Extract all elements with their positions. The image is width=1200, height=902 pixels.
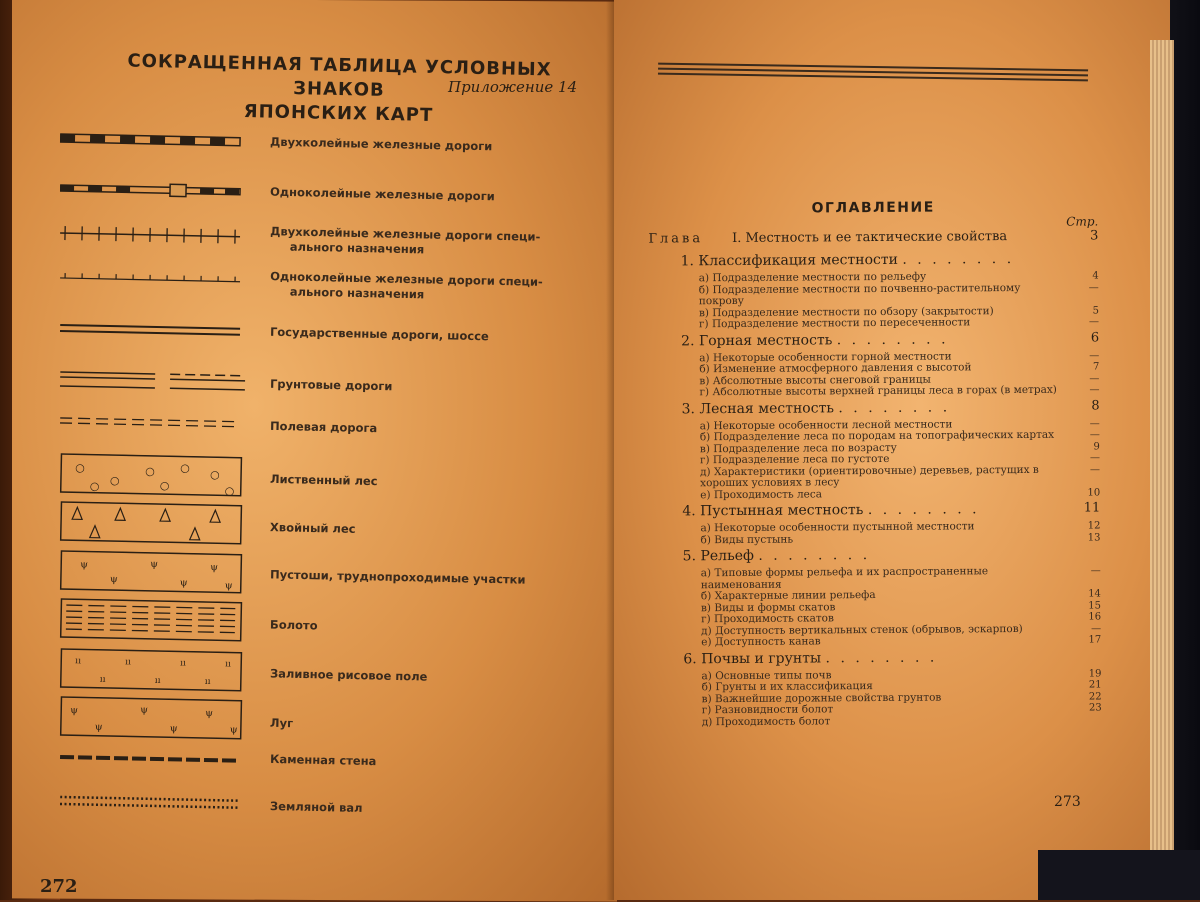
deciduous-forest-symbol-icon	[60, 453, 256, 503]
toc-subsection-title: а) Некоторые особенности горной местности	[699, 350, 951, 364]
toc-subsection-page: 12	[1088, 520, 1101, 532]
svg-text:○: ○	[180, 461, 190, 474]
legend-title	[103, 49, 574, 131]
toc-subsection-page: —	[1089, 282, 1099, 294]
appendix-label: Приложение 14	[448, 78, 577, 96]
double-track-special-railway-symbol-icon	[60, 223, 255, 251]
legend-label-line: Государственные дороги, шоссе	[270, 324, 489, 344]
toc-subsection-page: 4	[1092, 270, 1098, 282]
toc-section-title: 4. Пустынная местность	[682, 502, 863, 519]
toc-subsection-title: б) Изменение атмосферного давления с высотой	[699, 361, 971, 375]
double-track-railway-symbol-icon	[60, 128, 255, 156]
legend-label-line: ального назначения	[270, 239, 540, 260]
page-number-left: 272	[40, 876, 78, 897]
legend-label-line: Заливное рисовое поле	[270, 666, 428, 684]
toc-subsection-title: а) Основные типы почв	[701, 669, 831, 682]
toc-subsection-title: б) Грунты и их классификация	[702, 680, 873, 693]
chapter-title: I. Местность и ее тактические свойства	[732, 229, 1007, 246]
toc-leader-dots: . . . . . . . .	[902, 251, 1014, 268]
svg-text:ıı: ıı	[75, 656, 81, 666]
wasteland-symbol-icon	[60, 550, 256, 600]
svg-text:ψ: ψ	[150, 559, 158, 570]
page-number-right: 273	[1054, 794, 1081, 810]
toc-subsection	[651, 565, 1101, 591]
toc-leader-dots: . . . . . . . .	[825, 649, 937, 666]
svg-text:ψ: ψ	[140, 705, 148, 716]
legend-label-line: Двухколейные железные дороги специ-	[270, 224, 540, 245]
svg-text:ıı: ıı	[125, 657, 131, 667]
toc-leader-dots: . . . . . . . .	[758, 547, 870, 564]
toc-subsection-page: 5	[1093, 305, 1099, 317]
svg-text:○: ○	[145, 465, 155, 478]
legend-label	[270, 520, 356, 537]
toc-subsection-title: г) Проходимость скатов	[701, 612, 834, 625]
svg-text:ıı: ıı	[100, 675, 106, 685]
svg-text:ıı: ıı	[155, 676, 161, 686]
toc-leader-dots: . . . . . . . .	[838, 399, 950, 416]
toc-chapter	[648, 228, 1098, 253]
svg-text:ıı: ıı	[180, 658, 186, 668]
toc-subsection-page: 21	[1089, 679, 1102, 691]
svg-text:ψ: ψ	[80, 559, 88, 570]
svg-text:○: ○	[75, 461, 85, 474]
toc-subsection-title: б) Характерные линии рельефа	[701, 589, 876, 602]
toc-section-title: 3. Лесная местность	[682, 400, 834, 417]
legend-label-line: Полевая дорога	[270, 418, 378, 435]
legend-label	[270, 751, 377, 768]
svg-text:○: ○	[210, 468, 220, 481]
toc-section-page: 11	[1084, 500, 1101, 515]
svg-text:○: ○	[160, 479, 170, 492]
toc-subsection-page: 22	[1089, 691, 1102, 703]
page-column-label: Стр.	[1066, 214, 1098, 228]
toc-subsection-page: —	[1090, 452, 1100, 464]
toc-subsection-page: —	[1089, 384, 1099, 396]
toc-section-title: 5. Рельеф	[683, 548, 754, 564]
swamp-symbol-icon	[60, 598, 256, 648]
svg-text:ψ: ψ	[180, 577, 188, 588]
toc-subsection-page: —	[1091, 565, 1101, 577]
toc-subsection-title: б) Подразделение леса по породам на топографических картах	[700, 429, 1054, 443]
legend-label-line: Одноколейные железные дороги	[270, 184, 495, 204]
toc-subsection-title: в) Виды и формы скатов	[701, 601, 836, 614]
toc-subsection-title: д) Доступность вертикальных стенок (обрывов, эскарпов)	[701, 622, 1023, 636]
toc-subsection-title: а) Некоторые особенности пустынной местности	[700, 520, 974, 534]
legend-label	[270, 471, 378, 488]
legend-label-line: Двухколейные железные дороги	[270, 134, 493, 154]
toc-subsection-title: а) Некоторые особенности лесной местности	[700, 418, 953, 432]
toc-subsection-title: е) Доступность канав	[701, 635, 821, 648]
toc-subsection-page: 7	[1093, 361, 1099, 373]
legend-label-line: Каменная стена	[270, 751, 377, 768]
legend-label	[270, 617, 318, 633]
svg-text:ψ: ψ	[230, 725, 238, 736]
legend-title-line: СОКРАЩЕННАЯ ТАБЛИЦА УСЛОВНЫХ ЗНАКОВ	[104, 49, 575, 107]
toc-leader-dots: . . . . . . . .	[837, 331, 949, 348]
toc-subsection-title: г) Абсолютные высоты верхней границы леса в горах (в метрах)	[699, 384, 1056, 398]
legend-label-line: ального назначения	[270, 284, 543, 305]
svg-text:ıı: ıı	[205, 677, 211, 687]
toc-subsection	[649, 282, 1099, 308]
toc-subsection-page: 23	[1089, 702, 1102, 714]
coniferous-forest-symbol-icon	[60, 501, 256, 551]
toc-subsection-title: в) Подразделение леса по возрасту	[700, 441, 897, 454]
legend-label	[270, 269, 543, 305]
legend-label-line: Одноколейные железные дороги специ-	[270, 269, 543, 290]
rice-field-symbol-icon	[60, 648, 256, 698]
svg-text:ıı: ıı	[225, 659, 231, 669]
toc-subsection-title: в) Важнейшие дорожные свойства грунтов	[702, 691, 942, 705]
toc-sections	[649, 250, 1102, 730]
svg-text:ψ: ψ	[70, 705, 78, 716]
svg-text:ψ: ψ	[110, 574, 118, 585]
svg-text:○: ○	[225, 484, 235, 497]
legend-title-line: ЯПОНСКИХ КАРТ	[103, 97, 573, 131]
toc-subsection-page: —	[1089, 373, 1099, 385]
toc-section-title: 6. Почвы и грунты	[683, 650, 821, 667]
svg-text:ψ: ψ	[210, 562, 218, 573]
toc-subsection-title: а) Типовые формы рельефа и их распространенные наименования	[701, 565, 988, 591]
toc-subsection-page: —	[1089, 316, 1099, 328]
toc-subsection-page: —	[1090, 418, 1100, 430]
toc-title: ОГЛАВЛЕНИЕ	[648, 198, 1098, 217]
table-of-contents	[648, 198, 1102, 730]
toc-subsection-title: д) Проходимость болот	[702, 715, 831, 728]
toc-subsection-page: —	[1089, 350, 1099, 362]
toc-subsection-title: в) Подразделение местности по обзору (закрытости)	[699, 305, 994, 319]
legend-label-line: Пустоши, труднопроходимые участки	[270, 567, 526, 587]
field-road-symbol-icon	[60, 413, 255, 437]
toc-subsection-title: а) Подразделение местности по рельефу	[699, 271, 927, 285]
page-edges	[1150, 40, 1174, 870]
toc-section-page: 8	[1091, 398, 1099, 413]
legend-label-line: Болото	[270, 617, 318, 633]
toc-subsection-page: 19	[1089, 668, 1102, 680]
toc-subsection-page: 15	[1088, 600, 1101, 612]
toc-subsection-title: г) Подразделение леса по густоте	[700, 453, 890, 466]
legend-label	[270, 418, 378, 435]
legend-label	[270, 666, 428, 684]
toc-subsection-title: б) Подразделение местности по почвенно-растительному покрову	[699, 281, 1021, 307]
toc-subsection-title: д) Характеристики (ориентировочные) деревьев, растущих в хороших условиях в лесу	[700, 463, 1039, 489]
toc-subsection-page: 14	[1088, 588, 1101, 600]
toc-section-title: 2. Горная местность	[681, 332, 832, 349]
legend-label-line: Хвойный лес	[270, 520, 356, 537]
chapter-page: 3	[1090, 228, 1098, 243]
toc-section-title: 1. Классификация местности	[681, 252, 898, 270]
toc-subsection-page: 13	[1088, 532, 1101, 544]
legend-label	[270, 224, 541, 260]
legend-label-line: Земляной вал	[270, 799, 363, 816]
earth-bank-symbol-icon	[60, 793, 255, 817]
svg-text:ψ: ψ	[170, 723, 178, 734]
single-track-special-railway-symbol-icon	[60, 268, 255, 296]
svg-text:○: ○	[90, 480, 100, 493]
legend-label-line: Лиственный лес	[270, 471, 378, 488]
svg-text:○: ○	[110, 474, 120, 487]
svg-text:ψ: ψ	[205, 708, 213, 719]
toc-subsection-page: —	[1091, 623, 1101, 635]
legend-label-line: Грунтовые дороги	[270, 376, 393, 394]
toc-subsection-page: —	[1090, 464, 1100, 476]
state-road-symbol-icon	[60, 318, 255, 346]
toc-subsection-page: —	[1090, 429, 1100, 441]
toc-subsection-title: б) Виды пустынь	[700, 533, 793, 546]
toc-subsection-page: 9	[1093, 441, 1099, 453]
toc-section-page: 6	[1091, 330, 1099, 345]
toc-subsection-title: г) Подразделение местности по пересеченности	[699, 316, 970, 330]
legend-label	[270, 715, 293, 730]
toc-leader-dots: . . . . . . . .	[868, 501, 980, 518]
meadow-symbol-icon	[60, 696, 256, 746]
stone-wall-symbol-icon	[60, 748, 255, 771]
toc-subsection-page: 10	[1087, 487, 1100, 499]
chapter-prefix: Глава	[648, 231, 703, 246]
toc-subsection-title: е) Проходимость леса	[700, 488, 822, 501]
dirt-road-symbol-icon	[60, 366, 256, 400]
foreground-object	[1038, 850, 1200, 900]
toc-subsection-page: 16	[1088, 611, 1101, 623]
legend-label	[270, 376, 393, 394]
toc-subsection-title: г) Разновидности болот	[702, 703, 834, 716]
toc-subsection-title: в) Абсолютные высоты снеговой границы	[699, 373, 930, 387]
legend-label-line: Луг	[270, 715, 293, 730]
svg-text:ψ: ψ	[95, 722, 103, 733]
single-track-railway-symbol-icon	[60, 178, 255, 206]
legend-label	[270, 799, 363, 816]
svg-text:ψ: ψ	[225, 580, 233, 591]
toc-subsection-page: 17	[1088, 634, 1101, 646]
toc-subsection	[650, 464, 1100, 490]
